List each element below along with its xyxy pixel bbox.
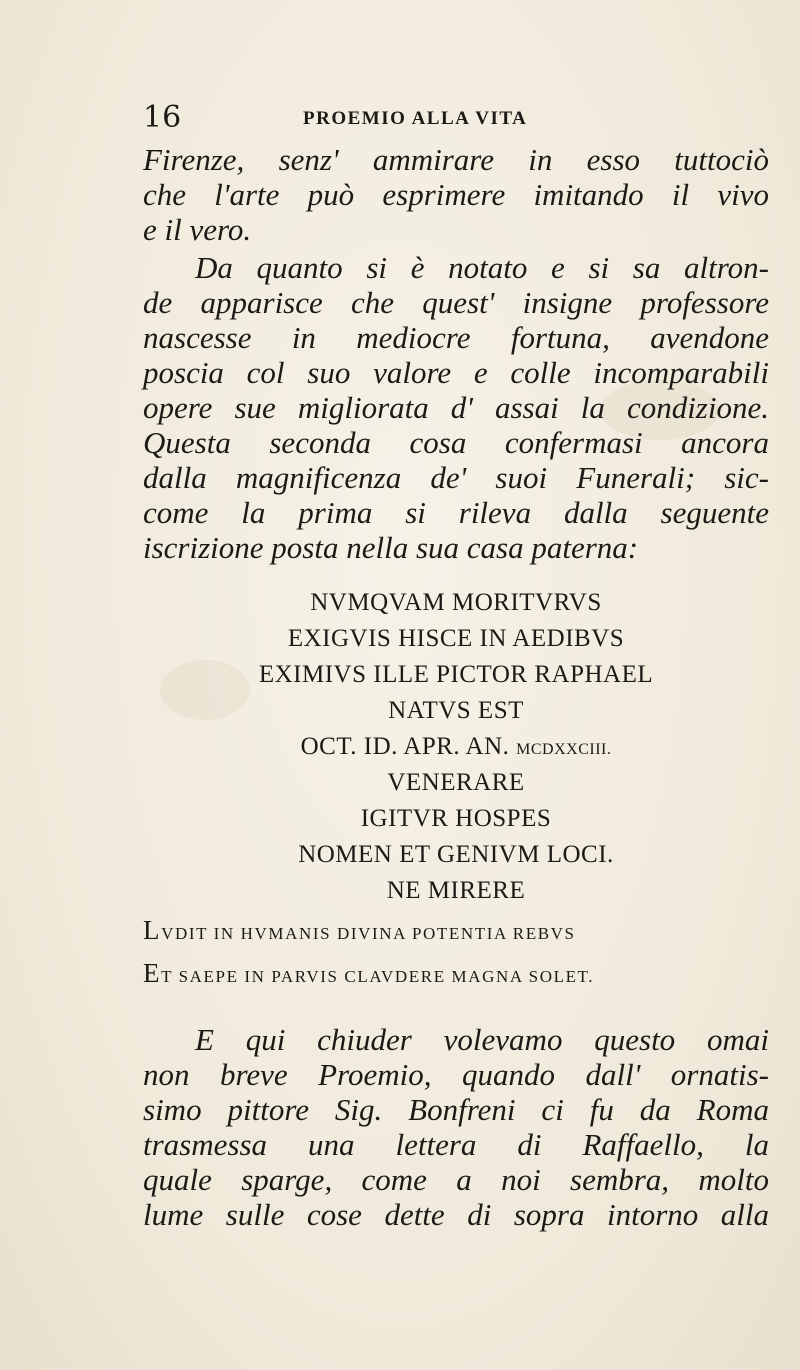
page-number: 16 <box>143 100 182 135</box>
page-header <box>143 100 743 140</box>
text-line: poscia col suo valore e colle incomparabili <box>143 355 769 390</box>
text-line: Firenze, senz' ammirare in esso tuttociò <box>143 142 769 177</box>
inscription-line: NE MIRERE <box>386 877 526 904</box>
text-line: dalla magnificenza de' suoi Funerali; sic- <box>143 460 769 495</box>
inscription-date-numeral: MCDXXCIII. <box>516 741 612 758</box>
verse-text: T SAEPE IN PARVIS CLAVDERE MAGNA SOLET. <box>161 967 595 986</box>
text-line: simo pittore Sig. Bonfreni ci fu da Roma <box>143 1092 769 1127</box>
inscription-line: NVMQVAM MORITVRVS <box>310 589 602 616</box>
latin-verse-line-1 <box>143 915 769 946</box>
inscription-line: NATVS EST <box>388 697 524 724</box>
text-line: non breve Proemio, quando dall' ornatis- <box>143 1057 769 1092</box>
verse-initial: L <box>143 915 162 945</box>
latin-verse-line-2 <box>143 958 769 989</box>
text-line: E qui chiuder volevamo questo omai <box>195 1022 769 1057</box>
paragraph-1 <box>143 142 769 247</box>
text-line: opere sue migliorata d' assai la condizione. <box>143 390 769 425</box>
text-line: trasmessa una lettera di Raffaello, la <box>143 1127 769 1162</box>
inscription-line-date <box>143 729 769 765</box>
memorial-inscription <box>143 585 769 909</box>
inscription-date-text: OCT. ID. APR. AN. <box>300 733 510 760</box>
paragraph-2 <box>143 250 769 565</box>
verse-text: VDIT IN HVMANIS DIVINA POTENTIA REBVS <box>161 924 576 943</box>
inscription-line: EXIMIVS ILLE PICTOR RAPHAEL <box>258 661 654 688</box>
inscription-line: NOMEN ET GENIVM LOCI. <box>298 841 614 868</box>
text-line: come la prima si rileva dalla seguente <box>143 495 769 530</box>
text-line: iscrizione posta nella sua casa paterna: <box>143 530 639 565</box>
text-line: e il vero. <box>143 212 252 247</box>
verse-initial: E <box>143 958 162 988</box>
text-line: Questa seconda cosa confermasi ancora <box>143 425 769 460</box>
paragraph-3 <box>143 1022 769 1232</box>
text-line: Da quanto si è notato e si sa altron- <box>195 250 769 285</box>
text-line: che l'arte può esprimere imitando il vivo <box>143 177 769 212</box>
text-line: de apparisce che quest' insigne professore <box>143 285 769 320</box>
inscription-line: VENERARE <box>387 769 525 796</box>
running-title: PROEMIO ALLA VITA <box>303 108 528 129</box>
text-line: nascesse in mediocre fortuna, avendone <box>143 320 769 355</box>
text-line: lume sulle cose dette di sopra intorno alla <box>143 1197 769 1232</box>
inscription-line: EXIGVIS HISCE IN AEDIBVS <box>287 625 625 652</box>
inscription-line: IGITVR HOSPES <box>360 805 552 832</box>
text-line: quale sparge, come a noi sembra, molto <box>143 1162 769 1197</box>
